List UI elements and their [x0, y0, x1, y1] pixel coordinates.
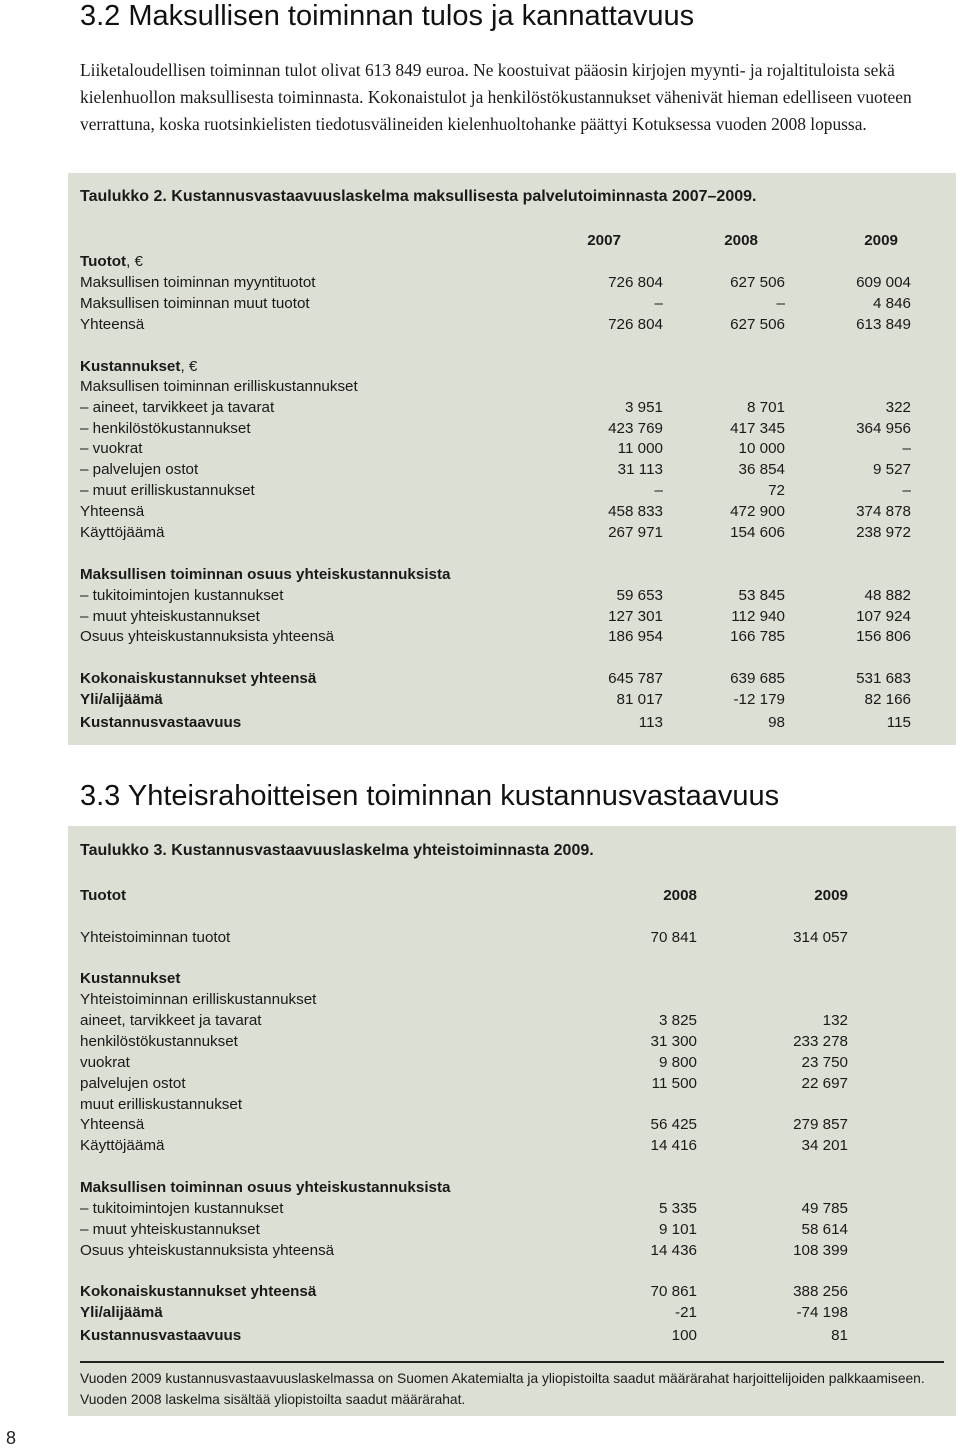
row-label: Tuotot — [80, 887, 127, 904]
row-label: Maksullisen toiminnan myyntituotot — [80, 274, 316, 291]
cell-value: 59 653 — [616, 587, 663, 604]
row-label: Osuus yhteiskustannuksista yhteensä — [80, 628, 335, 645]
row-label: Yhteensä — [80, 316, 145, 333]
cell-value: 22 697 — [801, 1075, 848, 1092]
table-row — [80, 712, 920, 733]
cell-value: 2007 — [587, 232, 621, 249]
cell-value: 472 900 — [730, 503, 785, 520]
row-label: Yli/alijäämä — [80, 1304, 163, 1321]
cell-value: 36 854 — [738, 461, 785, 478]
cell-value: 82 166 — [864, 691, 911, 708]
table-row — [80, 1219, 920, 1240]
cell-value: 115 — [886, 714, 911, 731]
row-label: Yhteistoiminnan tuotot — [80, 929, 231, 946]
table-row — [80, 1240, 920, 1261]
table-2-header-row — [80, 230, 920, 251]
cell-value: -74 198 — [796, 1304, 848, 1321]
cell-value: 166 785 — [730, 628, 785, 645]
row-label: – muut erilliskustannukset — [80, 482, 255, 499]
table-row — [80, 968, 920, 989]
table-row — [80, 522, 920, 543]
page-number: 8 — [6, 1428, 17, 1448]
table-row — [80, 397, 920, 418]
cell-value: 127 301 — [608, 608, 663, 625]
cell-value: 56 425 — [650, 1116, 697, 1133]
cell-value: 48 882 — [864, 587, 911, 604]
table-row — [80, 927, 920, 948]
cell-value: 627 506 — [730, 316, 785, 333]
cell-value: 322 — [885, 399, 911, 416]
row-label: – henkilöstökustannukset — [80, 420, 251, 437]
footnote-divider — [80, 1361, 944, 1363]
table-row — [80, 689, 920, 710]
table-row — [80, 606, 920, 627]
cell-value: 11 500 — [651, 1075, 697, 1092]
cell-value: 113 — [638, 714, 663, 731]
row-label: – aineet, tarvikkeet ja tavarat — [80, 399, 275, 416]
row-label: – vuokrat — [80, 440, 143, 457]
cell-value: 107 924 — [856, 608, 911, 625]
table-3-footnote: Vuoden 2009 kustannusvastaavuuslaskelmassa on Suomen Akatemialta ja yliopistoilta saadut määrärahat harjoittelijoiden palkkaamiseen. Vuoden 2008 laskelma sisältää yliopistoilta saadut määrärahat. — [80, 1371, 925, 1407]
cell-value: 31 300 — [650, 1033, 697, 1050]
row-label: – tukitoimintojen kustannukset — [80, 587, 284, 604]
row-label: aineet, tarvikkeet ja tavarat — [80, 1012, 262, 1029]
cell-value: 388 256 — [793, 1283, 848, 1300]
cell-value: 233 278 — [793, 1033, 848, 1050]
table-row — [80, 1052, 920, 1073]
cell-value: – — [902, 482, 911, 499]
row-label: Yhteensä — [80, 1116, 145, 1133]
row-label: muut erilliskustannukset — [80, 1096, 243, 1113]
table-row — [80, 1114, 920, 1135]
table-row — [80, 1177, 920, 1198]
row-label: palvelujen ostot — [80, 1075, 186, 1092]
row-label: Kokonaiskustannukset yhteensä — [80, 1283, 317, 1300]
cell-value: 374 878 — [856, 503, 911, 520]
cell-value: 609 004 — [856, 274, 911, 291]
section-3-3-title: 3.3 Yhteisrahoitteisen toiminnan kustannusvastaavuus — [80, 780, 780, 812]
row-label: Maksullisen toiminnan erilliskustannukset — [80, 378, 358, 395]
cell-value: 9 800 — [658, 1054, 697, 1071]
section-3-2-title: 3.2 Maksullisen toiminnan tulos ja kannattavuus — [80, 0, 695, 32]
table-row — [80, 1281, 920, 1302]
cell-value: 613 849 — [856, 316, 911, 333]
cell-value: – — [902, 440, 911, 457]
cell-value: 423 769 — [608, 420, 663, 437]
cell-value: 3 825 — [658, 1012, 697, 1029]
cell-value: 58 614 — [801, 1221, 848, 1238]
cell-value: 4 846 — [872, 295, 911, 312]
row-label: Käyttöjäämä — [80, 1137, 165, 1154]
cell-value: 31 113 — [617, 461, 663, 478]
table-row — [80, 1302, 920, 1323]
cell-value: 458 833 — [608, 503, 663, 520]
cell-value: 156 806 — [856, 628, 911, 645]
cell-value: 34 201 — [801, 1137, 848, 1154]
table-row — [80, 418, 920, 439]
table-row — [80, 1325, 920, 1346]
cell-value: 314 057 — [793, 929, 848, 946]
cell-value: 627 506 — [730, 274, 785, 291]
cell-value: 364 956 — [856, 420, 911, 437]
cell-value: 8 701 — [746, 399, 785, 416]
cell-value: 2008 — [663, 887, 697, 904]
table-row — [80, 314, 920, 335]
cell-value: 154 606 — [730, 524, 785, 541]
row-label: Maksullisen toiminnan osuus yhteiskustannuksista — [80, 566, 451, 583]
row-label: Kustannusvastaavuus — [80, 1327, 242, 1344]
table-row — [80, 501, 920, 522]
row-label: vuokrat — [80, 1054, 130, 1071]
cell-value: 70 841 — [650, 929, 697, 946]
cell-value: – — [654, 482, 663, 499]
cell-value: 98 — [768, 714, 785, 731]
table-row — [80, 1198, 920, 1219]
row-label: Maksullisen toiminnan muut tuotot — [80, 295, 310, 312]
cell-value: 23 750 — [801, 1054, 848, 1071]
cell-value: 14 416 — [650, 1137, 697, 1154]
table-row — [80, 564, 920, 585]
cell-value: 726 804 — [608, 274, 663, 291]
table-row — [80, 1094, 920, 1115]
table-row — [80, 989, 920, 1010]
table-row — [80, 626, 920, 647]
cell-value: 2008 — [724, 232, 758, 249]
row-label: – palvelujen ostot — [80, 461, 199, 478]
row-label: Kokonaiskustannukset yhteensä — [80, 670, 317, 687]
row-label: Yli/alijäämä — [80, 691, 163, 708]
cell-value: 5 335 — [658, 1200, 697, 1217]
cell-value: 267 971 — [608, 524, 663, 541]
table-3-header-row — [80, 885, 920, 906]
row-label: Yhteistoiminnan erilliskustannukset — [80, 991, 317, 1008]
cell-value: 11 000 — [617, 440, 663, 457]
row-label: – muut yhteiskustannukset — [80, 608, 260, 625]
cell-value: -21 — [675, 1304, 697, 1321]
table-row — [80, 1031, 920, 1052]
cell-value: 10 000 — [738, 440, 785, 457]
cell-value: 186 954 — [608, 628, 663, 645]
table-row — [80, 1073, 920, 1094]
cell-value: 112 940 — [731, 608, 785, 625]
row-label: Yhteensä — [80, 503, 145, 520]
cell-value: 2009 — [814, 887, 848, 904]
table-row — [80, 293, 920, 314]
cell-value: 81 — [831, 1327, 848, 1344]
row-label: Kustannusvastaavuus — [80, 714, 242, 731]
cell-value: 9 101 — [658, 1221, 697, 1238]
cell-value: 132 — [822, 1012, 848, 1029]
table-row — [80, 376, 920, 397]
table-row — [80, 668, 920, 689]
cell-value: 70 861 — [650, 1283, 697, 1300]
row-label: Kustannukset — [80, 970, 181, 987]
cell-value: 238 972 — [856, 524, 911, 541]
row-label: Maksullisen toiminnan osuus yhteiskustannuksista — [80, 1179, 451, 1196]
table-row — [80, 585, 920, 606]
table-2-caption: Taulukko 2. Kustannusvastaavuuslaskelma maksullisesta palvelutoiminnasta 2007–2009. — [80, 188, 757, 205]
cell-value: – — [776, 295, 785, 312]
row-label: Käyttöjäämä — [80, 524, 165, 541]
table-row — [80, 438, 920, 459]
intro-paragraph: Liiketaloudellisen toiminnan tulot olivat 613 849 euroa. Ne koostuivat pääosin kirjojen myynti- ja rojaltituloista sekä kielenhuollon maksullisesta toiminnasta. Kokonaistulot ja henkilöstökustannukset vähenivät hieman edelliseen vuoteen verrattuna, koska ruotsinkielisten tiedotusvälineiden kielenhuoltohanke päättyi Kotuksessa vuoden 2008 lopussa. — [80, 60, 912, 134]
cell-value: 417 345 — [730, 420, 785, 437]
cell-value: 639 685 — [730, 670, 785, 687]
cell-value: 279 857 — [793, 1116, 848, 1133]
cell-value: 3 951 — [624, 399, 663, 416]
table-row — [80, 1135, 920, 1156]
cell-value: 726 804 — [608, 316, 663, 333]
cell-value: 14 436 — [650, 1242, 697, 1259]
cell-value: 531 683 — [856, 670, 911, 687]
cell-value: 645 787 — [608, 670, 663, 687]
row-label: Kustannukset, € — [80, 358, 198, 375]
row-label: – muut yhteiskustannukset — [80, 1221, 260, 1238]
table-row — [80, 459, 920, 480]
table-row — [80, 480, 920, 501]
table-3-caption: Taulukko 3. Kustannusvastaavuuslaskelma yhteistoiminnasta 2009. — [80, 842, 594, 859]
cell-value: 100 — [671, 1327, 697, 1344]
table-row — [80, 1010, 920, 1031]
cell-value: 9 527 — [872, 461, 911, 478]
table-row — [80, 251, 920, 272]
row-label: Tuotot, € — [80, 253, 143, 270]
cell-value: – — [654, 295, 663, 312]
table-row — [80, 272, 920, 293]
row-label: henkilöstökustannukset — [80, 1033, 238, 1050]
cell-value: 108 399 — [793, 1242, 848, 1259]
table-row — [80, 356, 920, 377]
row-label: Osuus yhteiskustannuksista yhteensä — [80, 1242, 335, 1259]
cell-value: 81 017 — [616, 691, 663, 708]
cell-value: -12 179 — [733, 691, 785, 708]
cell-value: 2009 — [864, 232, 898, 249]
cell-value: 72 — [768, 482, 785, 499]
row-label: – tukitoimintojen kustannukset — [80, 1200, 284, 1217]
cell-value: 53 845 — [738, 587, 785, 604]
cell-value: 49 785 — [801, 1200, 848, 1217]
